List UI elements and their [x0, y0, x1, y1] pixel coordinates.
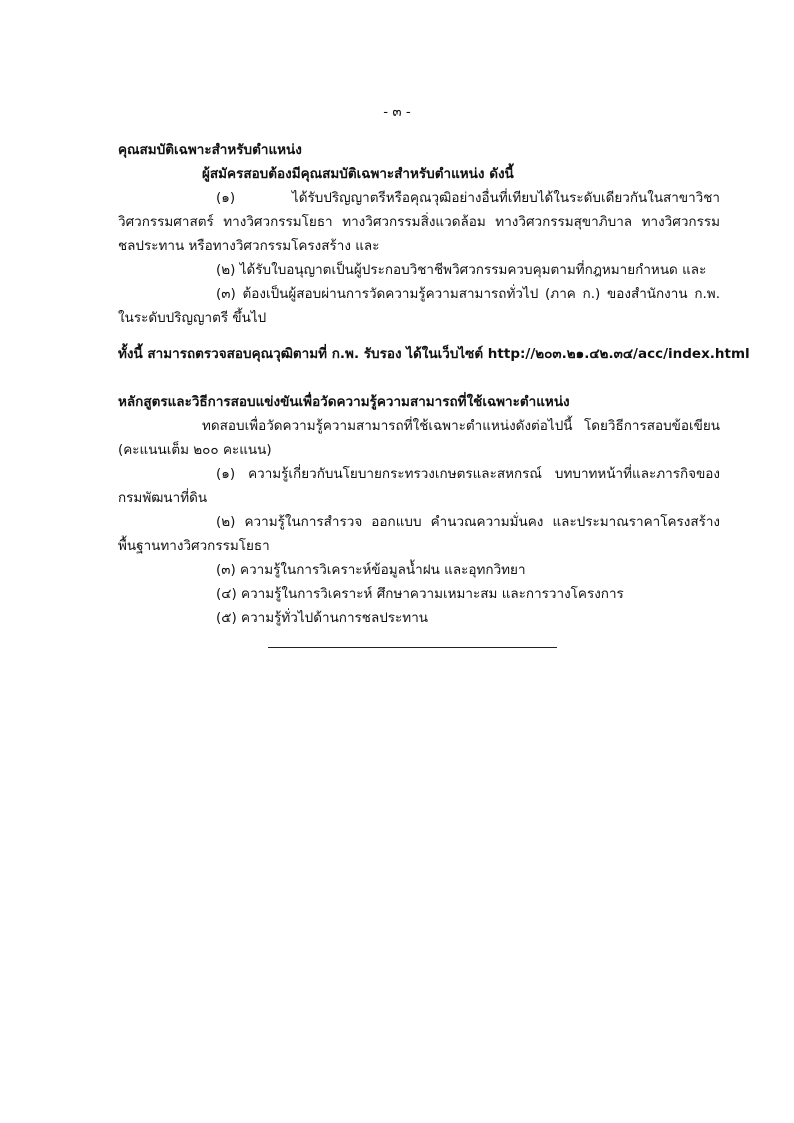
exam-intro-line-1: ทดสอบเพื่อวัดความรู้ความสามารถที่ใช้เฉพาะตำแหน่งดังต่อไปนี้ โดยวิธีการสอบข้อเขียน [202, 418, 720, 434]
exam-intro-line-2: (คะแนนเต็ม ๒๐๐ คะแนน) [118, 442, 272, 458]
qualification-item-3-line-1: (๓) ต้องเป็นผู้สอบผ่านการวัดความรู้ความสามารถทั่วไป (ภาค ก.) ของสำนักงาน ก.พ. [216, 286, 720, 302]
exam-topic-1-line-2: กรมพัฒนาที่ดิน [118, 490, 208, 506]
accreditation-note: ทั้งนี้ สามารถตรวจสอบคุณวุฒิตามที่ ก.พ. รับรอง ได้ในเว็บไซต์ http://๒๐๓.๒๑.๔๒.๓๔/acc/index.html [118, 346, 750, 362]
exam-topic-4: (๔) ความรู้ในการวิเคราะห์ ศึกษาความเหมาะสม และการวางโครงการ [216, 586, 624, 602]
exam-topic-2-line-2: พื้นฐานทางวิศวกรรมโยธา [118, 538, 270, 554]
qualifications-heading: คุณสมบัติเฉพาะสำหรับตำแหน่ง [118, 142, 302, 158]
qualifications-subheading: ผู้สมัครสอบต้องมีคุณสมบัติเฉพาะสำหรับตำแหน่ง ดังนี้ [202, 166, 514, 182]
exam-topic-2-line-1: (๒) ความรู้ในการสำรวจ ออกแบบ คำนวณความมั่นคง และประมาณราคาโครงสร้าง [216, 514, 720, 530]
document-body [118, 138, 750, 630]
exam-topic-3: (๓) ความรู้ในการวิเคราะห์ข้อมูลน้ำฝน และอุทกวิทยา [216, 562, 526, 578]
exam-topic-1-line-1: (๑) ความรู้เกี่ยวกับนโยบายกระทรวงเกษตรและสหกรณ์ บทบาทหน้าที่และภารกิจของ [216, 466, 720, 482]
qualification-item-1-line-3: ชลประทาน หรือทางวิศวกรรมโครงสร้าง และ [118, 238, 380, 254]
exam-topic-5: (๕) ความรู้ทั่วไปด้านการชลประทาน [216, 610, 429, 626]
qualification-item-1-line-2: วิศวกรรมศาสตร์ ทางวิศวกรรมโยธา ทางวิศวกรรมสิ่งแวดล้อม ทางวิศวกรรมสุขาภิบาล ทางวิศวกรรม [118, 214, 720, 230]
end-divider [268, 647, 557, 648]
qualification-item-2: (๒) ได้รับใบอนุญาตเป็นผู้ประกอบวิชาชีพวิศวกรรมควบคุมตามที่กฎหมายกำหนด และ [216, 262, 707, 278]
exam-curriculum-heading: หลักสูตรและวิธีการสอบแข่งขันเพื่อวัดความรู้ความสามารถที่ใช้เฉพาะตำแหน่ง [118, 394, 570, 410]
page-number: - ๓ - [383, 104, 411, 120]
qualification-item-1-line-1: (๑) ได้รับปริญญาตรีหรือคุณวุฒิอย่างอื่นที่เทียบได้ในระดับเดียวกันในสาขาวิชา [216, 190, 720, 206]
qualification-item-3-line-2: ในระดับปริญญาตรี ขึ้นไป [118, 310, 267, 326]
